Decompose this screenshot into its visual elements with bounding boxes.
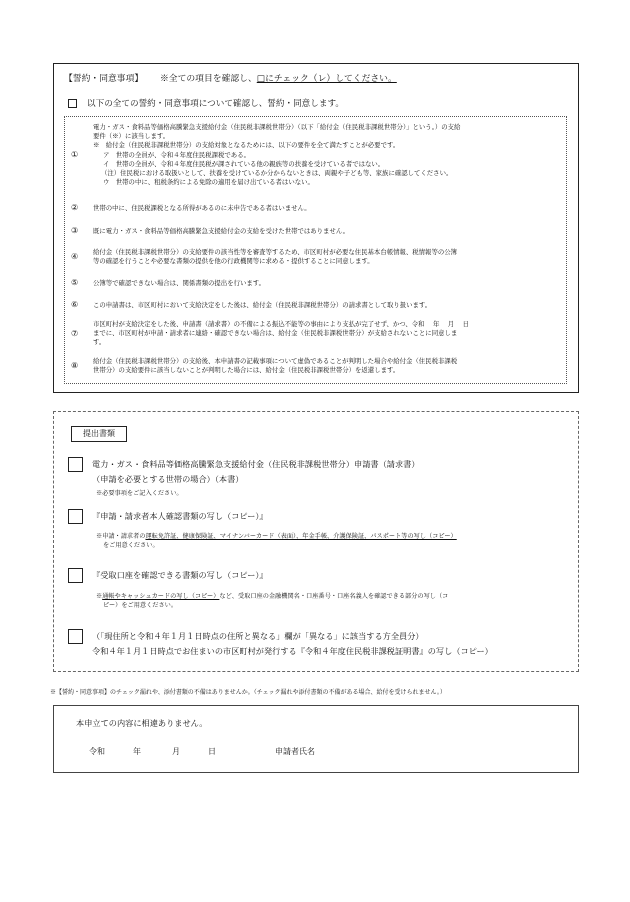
item-line: イ 世帯の全員が、令和４年度住民税が課されている他の親族等の扶養を受けている者ではない。 (103, 159, 385, 168)
submission-documents-section (53, 411, 579, 672)
item-line: 給付金（住民税非課税世帯分）の支給後、本申請書の記載事項について虚偽であることが判明した場合や給付金（住民税非課税 (93, 357, 458, 365)
pledge-heading: 【誓約・同意事項】 (64, 74, 144, 84)
item-number: ⑥ (71, 300, 79, 309)
document-title: 『受取口座を確認できる書類の写し（コピー）』 (92, 570, 268, 580)
document-item-tax-certificate (68, 629, 568, 669)
item-line: までに、市区町村が申請・請求者に連絡・確認できない場合は、給付金（住民税非課税世帯分）が支給されないことに同意しま (93, 329, 458, 338)
item-line: この申請書は、市区町村において支給決定をした後は、給付金（住民税非課税世帯分）の請求書として取り扱います。 (93, 301, 432, 309)
document-item-application (68, 457, 568, 497)
declaration-section (53, 705, 579, 773)
document-note (96, 591, 448, 600)
item-line: 世帯の中に、住民税課税となる所得があるのに未申告である者はいません。 (93, 204, 311, 212)
item-line: 給付金（住民税非課税世帯分）の支給要件の該当性等を審査等するため、市区町村が必要な住民基本台帳情報、税情報等の公簿 (93, 248, 458, 256)
note-text: ※ (96, 593, 103, 600)
note-text: ※申請・請求者の (96, 533, 146, 540)
item-line: す。 (93, 338, 106, 347)
pledge-instruction-underlined: □にチェック（レ）してください。 (256, 74, 397, 84)
item-line: 公簿等で確認できない場合は、関係書類の提出を行います。 (93, 279, 266, 287)
item-line: 要件（※）に該当します。 (93, 132, 170, 141)
document-item-bank-account (68, 568, 568, 613)
pledge-items-box (64, 116, 567, 384)
note-text: など、受取口座の金融機関名・口座番号・口座名義人を確認できる部分の写し（コ (219, 593, 449, 600)
pledge-instruction: ※全ての項目を確認し、 (159, 74, 257, 84)
date-year-label: 年 (133, 747, 141, 756)
document-title-line2: 令和４年１月１日時点でお住まいの市区町村が発行する『令和４年度住民税非課税証明書』の写し（コピー） (92, 646, 493, 656)
agree-all-checkbox[interactable] (68, 99, 77, 108)
document-subtitle: （申請を必要とする世帯の場合）（本書） (92, 474, 244, 484)
item-line: 市区町村が支給決定をした後、申請書（請求書）の不備による振込不能等の事由により支払が完了せず、かつ、令和 年 月 日 (93, 320, 469, 328)
document-title: 『申請・請求者本人確認書類の写し（コピー）』 (92, 511, 268, 521)
item-number: ① (71, 150, 79, 159)
document-note: ※必要事項をご記入ください。 (96, 490, 183, 497)
item-line: （注）住民税における取扱いとして、扶養を受けているか分からないときは、両親や子ども等、家族に確認してください。 (101, 169, 453, 178)
pledge-section-title (64, 71, 397, 84)
document-note-line2: ピー）をご用意ください。 (103, 602, 178, 609)
document-note-line2: をご用意ください。 (103, 542, 159, 549)
item-number: ⑧ (71, 361, 79, 370)
item-line: 世帯分）の支給要件に該当しないことが判明した場合には、給付金（住民税非課税世帯分）を返還します。 (93, 366, 400, 375)
item-line: ウ 世帯の中に、租税条約による免除の適用を届け出ている者はいない。 (103, 178, 314, 187)
document-checkbox-bank-account[interactable] (68, 568, 83, 583)
date-era-label: 令和 (89, 747, 105, 756)
declaration-text: 本申立ての内容に相違ありません。 (76, 718, 208, 728)
note-text-underlined: 通帳やキャッシュカードの写し（コピー） (102, 593, 220, 600)
agree-all-row[interactable] (68, 97, 344, 109)
item-line: 既に電力・ガス・食料品等価格高騰緊急支援給付金の支給を受けた世帯ではありません。 (93, 227, 350, 235)
document-title: 電力・ガス・食料品等価格高騰緊急支援給付金（住民税非課税世帯分）申請書（請求書） (92, 459, 420, 469)
agree-all-label: 以下の全ての誓約・同意事項について確認し、誓約・同意します。 (87, 99, 344, 109)
checklist-footnote: ※【誓約・同意事項】のチェック漏れや、添付書類の不備はありませんか。（チェック漏れや添付書類の不備がある場合、給付を受けられません。） (50, 689, 446, 696)
note-text-underlined: 運転免許証、健康保険証、マイナンバーカード（表面）、年金手帳、介護保険証、パスポート等の写し（コピー） (145, 533, 457, 540)
document-item-id (68, 509, 568, 554)
document-checkbox-tax-certificate[interactable] (68, 629, 83, 644)
item-line: ア 世帯の全員が、令和４年度住民税課税である。 (103, 150, 250, 159)
document-checkbox-application[interactable] (68, 457, 83, 472)
item-number: ② (71, 203, 79, 212)
applicant-name-label: 申請者氏名 (275, 747, 315, 756)
item-number: ④ (71, 252, 79, 261)
documents-heading: 提出書類 (71, 426, 127, 442)
document-checkbox-id[interactable] (68, 509, 83, 524)
item-number: ⑦ (71, 329, 79, 338)
item-text (93, 123, 556, 187)
pledge-consent-section (53, 63, 579, 393)
date-day-label: 日 (208, 747, 216, 756)
item-number: ③ (71, 226, 79, 235)
document-note (96, 531, 457, 540)
item-number: ⑤ (71, 278, 79, 287)
item-line: 等の確認を行うことや必要な書類の提供を他の行政機関等に求める・提供することに同意します。 (93, 257, 374, 266)
item-line: ※ 給付金（住民税非課税世帯分）の支給対象となるためには、以下の要件を全て満たすことが必要です。 (93, 141, 400, 150)
date-month-label: 月 (172, 747, 180, 756)
item-line: 電力・ガス・食料品等価格高騰緊急支援給付金（住民税非課税世帯分）（以下「給付金（住民税非課税世帯分）」という。）の支給 (93, 123, 461, 131)
document-title: （「現住所と令和４年１月１日時点の住所と異なる」欄が「異なる」に該当する方全員分） (92, 631, 424, 641)
